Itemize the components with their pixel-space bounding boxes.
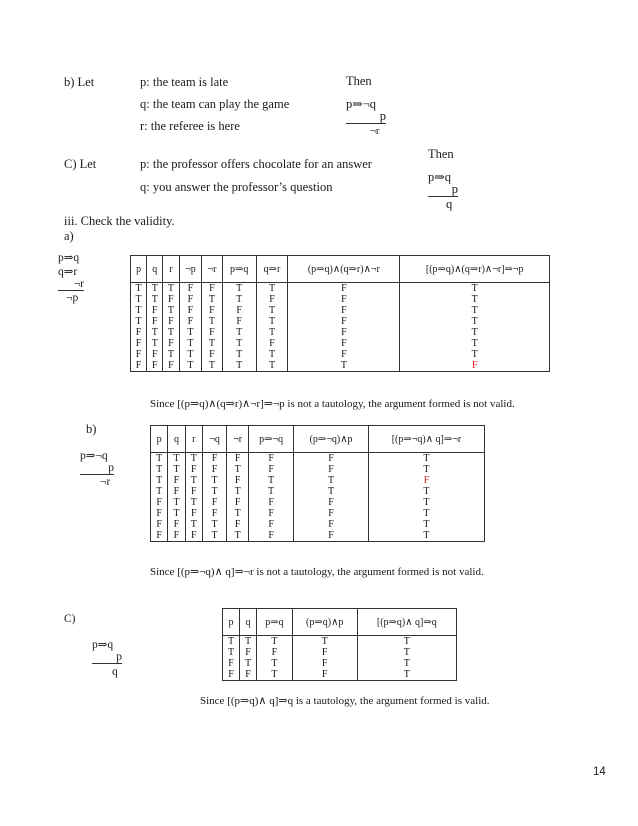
table-cell: T <box>256 305 288 316</box>
table-cell: T <box>131 294 147 305</box>
table-cell: F <box>249 464 294 475</box>
table-cell: T <box>240 658 257 669</box>
table-row <box>223 636 457 648</box>
c-header-cell: [(p⇒q)∧ q]⇒q <box>357 609 456 636</box>
table-cell: T <box>222 283 256 295</box>
table-cell: T <box>256 316 288 327</box>
table-cell: F <box>151 530 168 542</box>
table-row <box>131 305 550 316</box>
section-title: iii. Check the validity. <box>64 214 175 228</box>
part-c-conclusion: q <box>446 197 453 211</box>
table-cell: T <box>151 475 168 486</box>
table-cell: T <box>168 497 185 508</box>
table-cell: T <box>400 283 550 295</box>
b-header-cell: r <box>185 426 202 453</box>
a-header-cell: [(p⇒q)∧(q⇒r)∧¬r]⇒¬p <box>400 256 550 283</box>
table-cell: F <box>202 305 222 316</box>
c-premise-1: p⇒q <box>92 639 114 651</box>
table-cell: F <box>292 658 357 669</box>
table-cell: F <box>288 349 400 360</box>
table-row <box>223 647 457 658</box>
table-cell: F <box>163 294 179 305</box>
table-cell: F <box>131 338 147 349</box>
table-cell: F <box>202 508 226 519</box>
a-header-cell: q⇒r <box>256 256 288 283</box>
part-c-q-def: q: you answer the professor’s question <box>140 180 333 194</box>
c-header-cell: p <box>223 609 240 636</box>
table-cell: T <box>163 327 179 338</box>
b-header-cell: ¬q <box>202 426 226 453</box>
table-cell: T <box>222 327 256 338</box>
table-cell: T <box>222 349 256 360</box>
table-cell: T <box>202 316 222 327</box>
table-row <box>131 349 550 360</box>
table-cell: T <box>368 497 484 508</box>
a-conclusion: ¬p <box>66 292 79 304</box>
table-cell: F <box>227 497 249 508</box>
table-row <box>151 486 485 497</box>
table-cell: F <box>256 294 288 305</box>
table-cell: F <box>202 464 226 475</box>
table-cell: F <box>222 316 256 327</box>
table-cell: T <box>400 294 550 305</box>
table-cell: T <box>257 658 293 669</box>
table-cell: T <box>256 349 288 360</box>
table-cell: F <box>223 669 240 681</box>
table-cell: F <box>202 349 222 360</box>
table-cell: F <box>131 349 147 360</box>
table-cell: T <box>179 349 202 360</box>
table-cell: T <box>222 294 256 305</box>
table-row <box>151 464 485 475</box>
table-cell: F <box>249 530 294 542</box>
truth-table-b <box>150 425 485 542</box>
table-cell: F <box>202 453 226 465</box>
table-cell: T <box>163 283 179 295</box>
table-cell: T <box>131 316 147 327</box>
section-b-label: b) <box>86 422 97 436</box>
table-cell: F <box>147 349 163 360</box>
table-cell: F <box>256 338 288 349</box>
table-cell: T <box>168 464 185 475</box>
table-cell: T <box>357 669 456 681</box>
table-cell: F <box>294 497 369 508</box>
table-cell: F <box>185 530 202 542</box>
table-cell: T <box>294 486 369 497</box>
b-header-cell: p⇒¬q <box>249 426 294 453</box>
table-cell: T <box>168 508 185 519</box>
a-header-cell: q <box>147 256 163 283</box>
table-cell: F <box>240 669 257 681</box>
table-cell: T <box>400 338 550 349</box>
table-cell: F <box>288 327 400 338</box>
c-since: Since [(p⇒q)∧ q]⇒q is a tautology, the argument formed is valid. <box>200 695 490 707</box>
part-b-premise-2: p <box>346 110 386 124</box>
a-header-cell: p⇒q <box>222 256 256 283</box>
part-b-then: Then <box>346 74 372 88</box>
table-cell: F <box>163 316 179 327</box>
table-cell: T <box>368 508 484 519</box>
table-cell: F <box>222 305 256 316</box>
table-cell: T <box>202 530 226 542</box>
part-c-label: C) Let <box>64 157 97 171</box>
b-premise-2: p <box>80 462 114 475</box>
table-cell: F <box>179 294 202 305</box>
table-row <box>131 283 550 295</box>
c-header-row <box>223 609 457 636</box>
table-cell: T <box>357 647 456 658</box>
table-cell: F <box>131 360 147 372</box>
table-cell: F <box>368 475 484 486</box>
table-cell: T <box>400 316 550 327</box>
table-cell: T <box>163 305 179 316</box>
table-cell: T <box>179 360 202 372</box>
table-cell: T <box>222 338 256 349</box>
table-cell: T <box>400 305 550 316</box>
table-cell: T <box>185 453 202 465</box>
page-number: 14 <box>593 766 606 778</box>
table-cell: T <box>256 360 288 372</box>
table-cell: F <box>227 475 249 486</box>
table-cell: T <box>147 283 163 295</box>
table-row <box>131 294 550 305</box>
table-cell: T <box>223 636 240 648</box>
table-cell: T <box>185 519 202 530</box>
table-row <box>131 316 550 327</box>
table-cell: T <box>257 636 293 648</box>
table-cell: T <box>222 360 256 372</box>
table-cell: F <box>179 305 202 316</box>
a-header-cell: r <box>163 256 179 283</box>
table-cell: F <box>227 453 249 465</box>
section-a-label: a) <box>64 229 74 243</box>
table-cell: F <box>400 360 550 372</box>
table-cell: T <box>288 360 400 372</box>
table-cell: F <box>151 497 168 508</box>
a-header-cell: ¬r <box>202 256 222 283</box>
table-cell: T <box>400 327 550 338</box>
table-cell: F <box>223 658 240 669</box>
part-b-q-def: q: the team can play the game <box>140 97 290 111</box>
table-cell: F <box>163 360 179 372</box>
table-cell: T <box>179 327 202 338</box>
table-cell: F <box>185 464 202 475</box>
table-cell: T <box>147 338 163 349</box>
table-cell: T <box>368 486 484 497</box>
table-cell: T <box>131 283 147 295</box>
a-header-cell: p <box>131 256 147 283</box>
a-header-row <box>131 256 550 283</box>
table-cell: F <box>185 508 202 519</box>
table-cell: T <box>368 519 484 530</box>
part-b-label: b) Let <box>64 75 95 89</box>
table-cell: F <box>168 475 185 486</box>
table-cell: F <box>288 316 400 327</box>
table-row <box>151 530 485 542</box>
table-cell: T <box>168 453 185 465</box>
table-cell: F <box>294 453 369 465</box>
table-cell: F <box>168 486 185 497</box>
table-row <box>151 508 485 519</box>
part-b-premise-1: p⇒¬q <box>346 97 377 111</box>
table-cell: F <box>147 316 163 327</box>
table-cell: F <box>294 530 369 542</box>
table-row <box>151 453 485 465</box>
table-cell: T <box>202 475 226 486</box>
table-cell: T <box>147 294 163 305</box>
b-conclusion: ¬r <box>100 476 111 488</box>
table-cell: T <box>227 508 249 519</box>
table-cell: T <box>163 349 179 360</box>
table-cell: F <box>179 283 202 295</box>
part-c-p-def: p: the professor offers chocolate for an answer <box>140 157 372 171</box>
table-cell: T <box>357 658 456 669</box>
table-cell: T <box>292 636 357 648</box>
table-row <box>151 497 485 508</box>
table-cell: F <box>168 519 185 530</box>
c-header-cell: q <box>240 609 257 636</box>
table-cell: T <box>249 486 294 497</box>
table-cell: F <box>168 530 185 542</box>
table-cell: F <box>151 508 168 519</box>
b-header-cell: q <box>168 426 185 453</box>
c-header-cell: (p⇒q)∧p <box>292 609 357 636</box>
table-row <box>131 360 550 372</box>
a-header-cell: ¬p <box>179 256 202 283</box>
table-cell: T <box>368 453 484 465</box>
c-conclusion: q <box>112 666 118 678</box>
c-premise-2: p <box>92 651 122 664</box>
table-cell: F <box>151 519 168 530</box>
b-header-cell: ¬r <box>227 426 249 453</box>
table-cell: T <box>151 486 168 497</box>
table-cell: F <box>163 338 179 349</box>
table-cell: F <box>249 519 294 530</box>
table-cell: T <box>400 349 550 360</box>
table-cell: T <box>368 530 484 542</box>
table-cell: T <box>151 464 168 475</box>
table-cell: F <box>147 305 163 316</box>
a-premise-2: q⇒r <box>58 266 78 278</box>
table-cell: T <box>223 647 240 658</box>
part-c-premise-2: p <box>428 183 458 197</box>
table-cell: T <box>179 338 202 349</box>
table-cell: F <box>288 294 400 305</box>
section-c-label: C) <box>64 613 76 625</box>
a-premise-3: ¬r <box>58 278 84 291</box>
table-cell: T <box>202 294 222 305</box>
table-cell: F <box>227 519 249 530</box>
table-cell: F <box>202 327 222 338</box>
table-cell: T <box>202 519 226 530</box>
table-cell: T <box>294 475 369 486</box>
table-cell: T <box>227 530 249 542</box>
table-cell: F <box>288 283 400 295</box>
table-cell: T <box>227 486 249 497</box>
table-row <box>151 519 485 530</box>
table-cell: T <box>147 327 163 338</box>
table-cell: T <box>357 636 456 648</box>
table-cell: F <box>249 497 294 508</box>
part-b-p-def: p: the team is late <box>140 75 229 89</box>
table-cell: F <box>240 647 257 658</box>
a-since: Since [(p⇒q)∧(q⇒r)∧¬r]⇒¬p is not a tautology, the argument formed is not valid. <box>150 398 515 410</box>
a-header-cell: (p⇒q)∧(q⇒r)∧¬r <box>288 256 400 283</box>
c-header-cell: p⇒q <box>257 609 293 636</box>
table-cell: F <box>249 508 294 519</box>
table-cell: F <box>131 327 147 338</box>
table-cell: F <box>147 360 163 372</box>
table-cell: T <box>227 464 249 475</box>
b-since: Since [(p⇒¬q)∧ q]⇒¬r is not a tautology, the argument formed is not valid. <box>150 566 484 578</box>
part-b-conclusion: ¬r <box>370 126 380 137</box>
table-cell: T <box>249 475 294 486</box>
b-premise-1: p⇒¬q <box>80 450 108 462</box>
table-cell: F <box>185 486 202 497</box>
table-cell: F <box>288 305 400 316</box>
table-cell: T <box>257 669 293 681</box>
table-cell: F <box>292 647 357 658</box>
table-row <box>131 338 550 349</box>
table-cell: F <box>288 338 400 349</box>
table-cell: F <box>202 283 222 295</box>
table-cell: F <box>294 519 369 530</box>
table-cell: F <box>249 453 294 465</box>
table-cell: T <box>240 636 257 648</box>
table-cell: T <box>185 475 202 486</box>
table-row <box>223 658 457 669</box>
b-header-cell: p <box>151 426 168 453</box>
table-cell: F <box>202 497 226 508</box>
table-cell: T <box>202 360 222 372</box>
table-cell: T <box>202 338 222 349</box>
part-c-then: Then <box>428 147 454 161</box>
b-header-row <box>151 426 485 453</box>
table-cell: F <box>257 647 293 658</box>
table-row <box>223 669 457 681</box>
table-row <box>131 327 550 338</box>
part-b-r-def: r: the referee is here <box>140 119 240 133</box>
table-row <box>151 475 485 486</box>
table-cell: T <box>131 305 147 316</box>
table-cell: T <box>185 497 202 508</box>
table-cell: F <box>294 464 369 475</box>
table-cell: T <box>256 327 288 338</box>
table-cell: F <box>179 316 202 327</box>
table-cell: T <box>368 464 484 475</box>
table-cell: T <box>256 283 288 295</box>
part-c-premise-1: p⇒q <box>428 170 451 184</box>
table-cell: F <box>292 669 357 681</box>
a-premise-1: p⇒q <box>58 252 80 264</box>
truth-table-c <box>222 608 457 681</box>
table-cell: T <box>151 453 168 465</box>
b-header-cell: [(p⇒¬q)∧ q]⇒¬r <box>368 426 484 453</box>
truth-table-a <box>130 255 550 372</box>
table-cell: F <box>294 508 369 519</box>
table-cell: T <box>202 486 226 497</box>
b-header-cell: (p⇒¬q)∧p <box>294 426 369 453</box>
